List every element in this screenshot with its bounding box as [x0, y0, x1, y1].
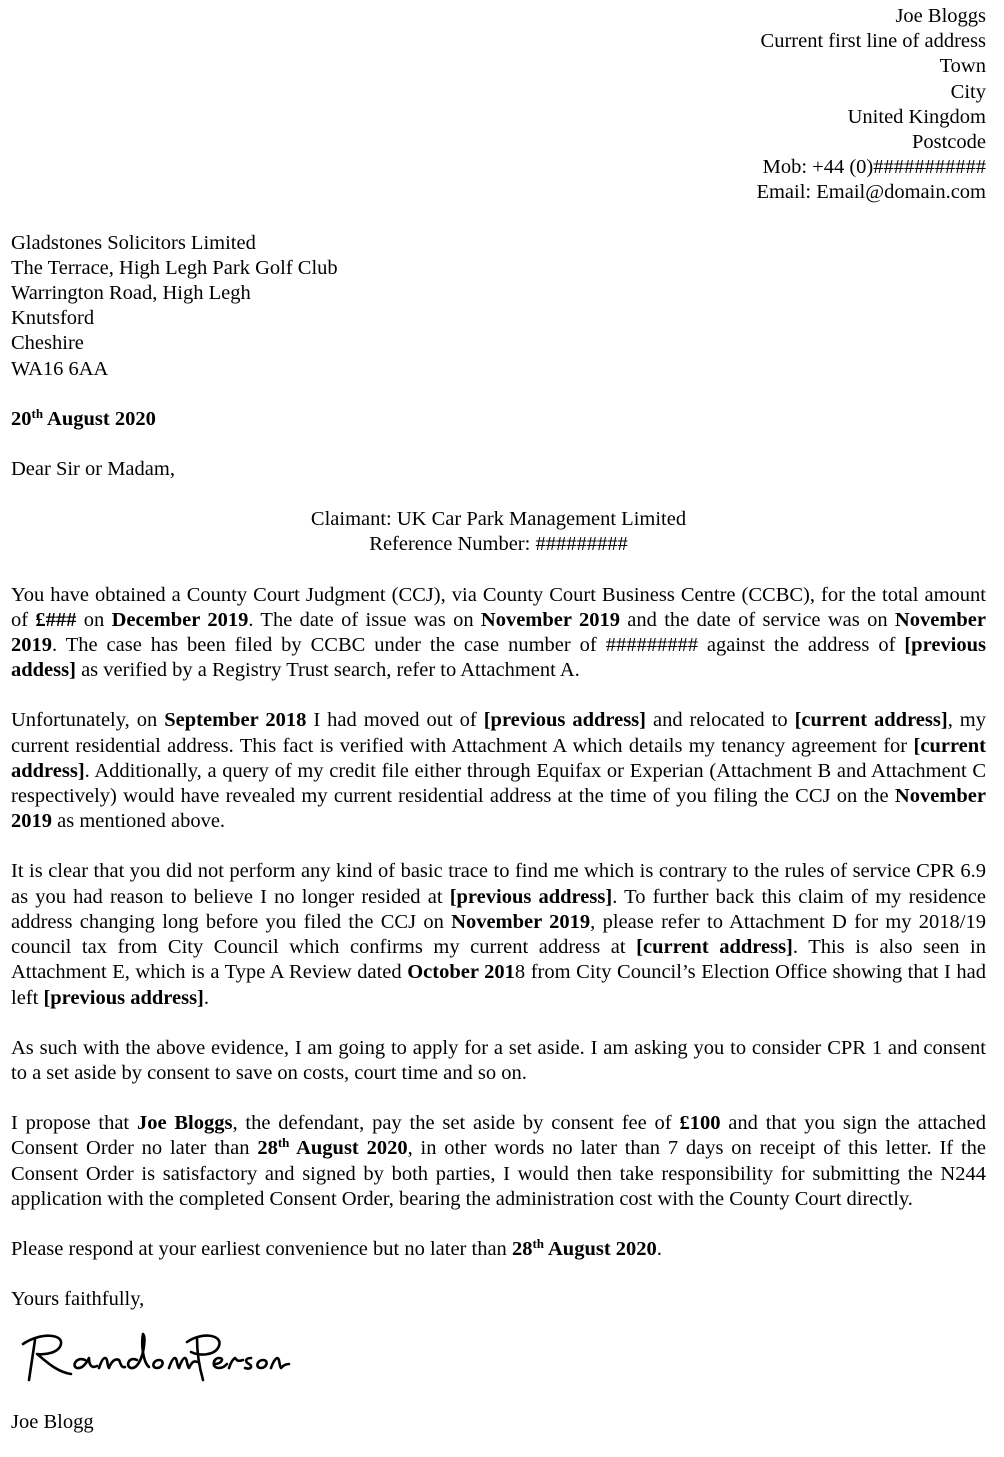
paragraph-trace: It is clear that you did not perform any kind of basic trace to find me which is contrary to the rules of service CPR 6.9 as you had reason to believe I no longer resided at [previous address]. To further back this claim of my residence address changing long before you filed the CCJ on November 2019, please refer to Attachment D for my 2018/19 council tax from City Council which confirms my current address at [current address]. This is also seen in Attachment E, which is a Type A Review dated October 2018 from City Council’s Election Office showing that I had left [previous address]. — [11, 860, 986, 1009]
paragraph-judgment: You have obtained a County Court Judgment (CCJ), via County Court Business Centre (CCBC), for the total amount of £### on December 2019. The date of issue was on November 2019 and the date of service was on November 2019. The case has been filed by CCBC under the case number of ######### against the address of [previous addess] as verified by a Registry Trust search, refer to Attachment A. — [11, 583, 987, 682]
signature-image — [11, 1322, 986, 1400]
salutation: Dear Sir or Madam, — [11, 458, 175, 481]
signoff-name: Joe Blogg — [11, 1411, 94, 1434]
letter-date: 20th August 2020 — [11, 405, 156, 430]
sender-address-block — [11, 4, 986, 206]
recipient-address-block — [11, 231, 986, 382]
recipient-line4: Knutsford — [11, 307, 95, 330]
sender-postcode: Postcode — [911, 131, 986, 154]
paragraph-proposal: I propose that Joe Bloggs, the defendant, pay the set aside by consent fee of £100 and that you sign the attached Consent Order no later than 28th August 2020, in other words no later than 7 days on receipt of this letter. If the Consent Order is satisfactory and signed by both parties, I would then take responsibility for submitting the N244 application with the completed Consent Order, bearing the administration cost with the County Court directly. — [11, 1112, 987, 1210]
recipient-line3: Warrington Road, High Legh — [11, 282, 251, 305]
sender-email: Email: Email@domain.com — [756, 181, 986, 204]
sender-country: United Kingdom — [847, 105, 986, 128]
sender-city: City — [950, 80, 986, 103]
paragraph-relocation: Unfortunately, on September 2018 I had moved out of [previous address] and relocated to [current address], my current residential address. This fact is verified with Attachment A which details my tenancy agreement for [current address]. Additionally, a query of my credit file either through Equifax or Experian (Attachment B and Attachment C respectively) would have revealed my current residential address at the time of you filing the CCJ on the November 2019 as mentioned above. — [11, 709, 986, 833]
sender-mobile: Mob: +44 (0)########### — [762, 156, 986, 179]
recipient-line5: Cheshire — [11, 332, 84, 355]
sender-name: Joe Bloggs — [895, 5, 986, 27]
recipient-line6: WA16 6AA — [11, 357, 109, 380]
signature-icon — [11, 1322, 291, 1392]
paragraph-set-aside: As such with the above evidence, I am going to apply for a set aside. I am asking you to consider CPR 1 and consent to a set aside by consent to save on costs, court time and so on. — [11, 1036, 986, 1084]
reference-number-line: Reference Number: ######### — [369, 533, 628, 556]
recipient-line1: Gladstones Solicitors Limited — [11, 231, 256, 254]
claimant-line: Claimant: UK Car Park Management Limited — [310, 508, 687, 531]
reference-block — [11, 507, 986, 557]
sender-address-line1: Current first line of address — [760, 30, 986, 53]
sender-town: Town — [939, 55, 986, 78]
closing: Yours faithfully, — [11, 1288, 145, 1311]
paragraph-respond: Please respond at your earliest convenience but no later than 28th August 2020. — [11, 1235, 662, 1260]
recipient-line2: The Terrace, High Legh Park Golf Club — [11, 256, 338, 279]
